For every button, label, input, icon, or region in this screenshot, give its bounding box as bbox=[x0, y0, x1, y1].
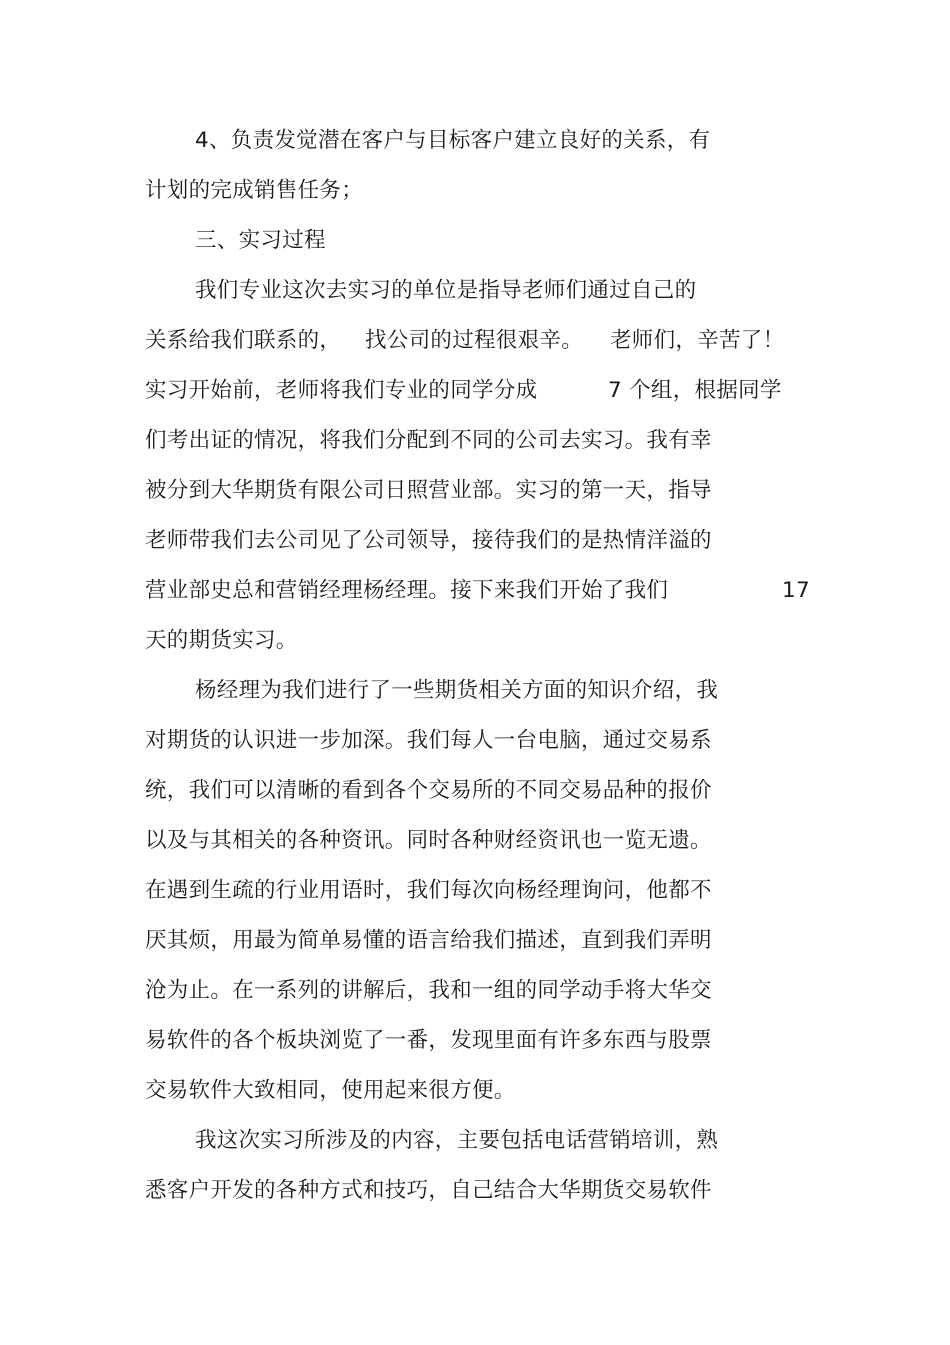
text-line: 关系给我们联系的， bbox=[145, 328, 342, 353]
text-line: 被分到大华期货有限公司日照营业部。实习的第一天，指导 bbox=[145, 478, 712, 503]
text-line: 对期货的认识进一步加深。我们每人一台电脑，通过交易系 bbox=[145, 728, 712, 753]
text-line: 悉客户开发的各种方式和技巧，自己结合大华期货交易软件 bbox=[145, 1178, 712, 1203]
text-line: 以及与其相关的各种资讯。同时各种财经资讯也一览无遗。 bbox=[145, 828, 712, 853]
text-line: 营业部史总和营销经理杨经理。接下来我们开始了我们 bbox=[145, 578, 669, 603]
text-line: 我这次实习所涉及的内容，主要包括电话营销培训，熟 bbox=[195, 1128, 719, 1153]
text-line: 厌其烦，用最为简单易懂的语言给我们描述，直到我们弄明 bbox=[145, 928, 712, 953]
text-line: 交易软件大致相同，使用起来很方便。 bbox=[145, 1078, 516, 1103]
text-line: 老师带我们去公司见了公司领导，接待我们的是热情洋溢的 bbox=[145, 528, 712, 553]
text-line: 在遇到生疏的行业用语时，我们每次向杨经理询问，他都不 bbox=[145, 878, 712, 903]
text-line: 统，我们可以清晰的看到各个交易所的不同交易品种的报价 bbox=[145, 778, 712, 803]
text-line: 找公司的过程很艰辛。 bbox=[365, 328, 584, 353]
text-line: 易软件的各个板块浏览了一番，发现里面有许多东西与股票 bbox=[145, 1028, 712, 1053]
section-heading: 三、实习过程 bbox=[195, 228, 326, 253]
text-line: 4、负责发觉潜在客户与目标客户建立良好的关系，有 bbox=[195, 128, 711, 153]
text-line: 们考出证的情况，将我们分配到不同的公司去实习。我有幸 bbox=[145, 428, 712, 453]
text-line: 老师们，辛苦了！ bbox=[610, 328, 785, 353]
text-line: 我们专业这次去实习的单位是指导老师们通过自己的 bbox=[195, 278, 697, 303]
text-line: 计划的完成销售任务； bbox=[145, 178, 364, 203]
text-line: 杨经理为我们进行了一些期货相关方面的知识介绍，我 bbox=[195, 678, 719, 703]
text-line: 7 个组，根据同学 bbox=[608, 378, 782, 403]
text-line: 实习开始前，老师将我们专业的同学分成 bbox=[145, 378, 538, 403]
text-line: 沧为止。在一系列的讲解后，我和一组的同学动手将大华交 bbox=[145, 978, 712, 1003]
text-line: 17 bbox=[782, 578, 810, 603]
text-line: 天的期货实习。 bbox=[145, 628, 298, 653]
